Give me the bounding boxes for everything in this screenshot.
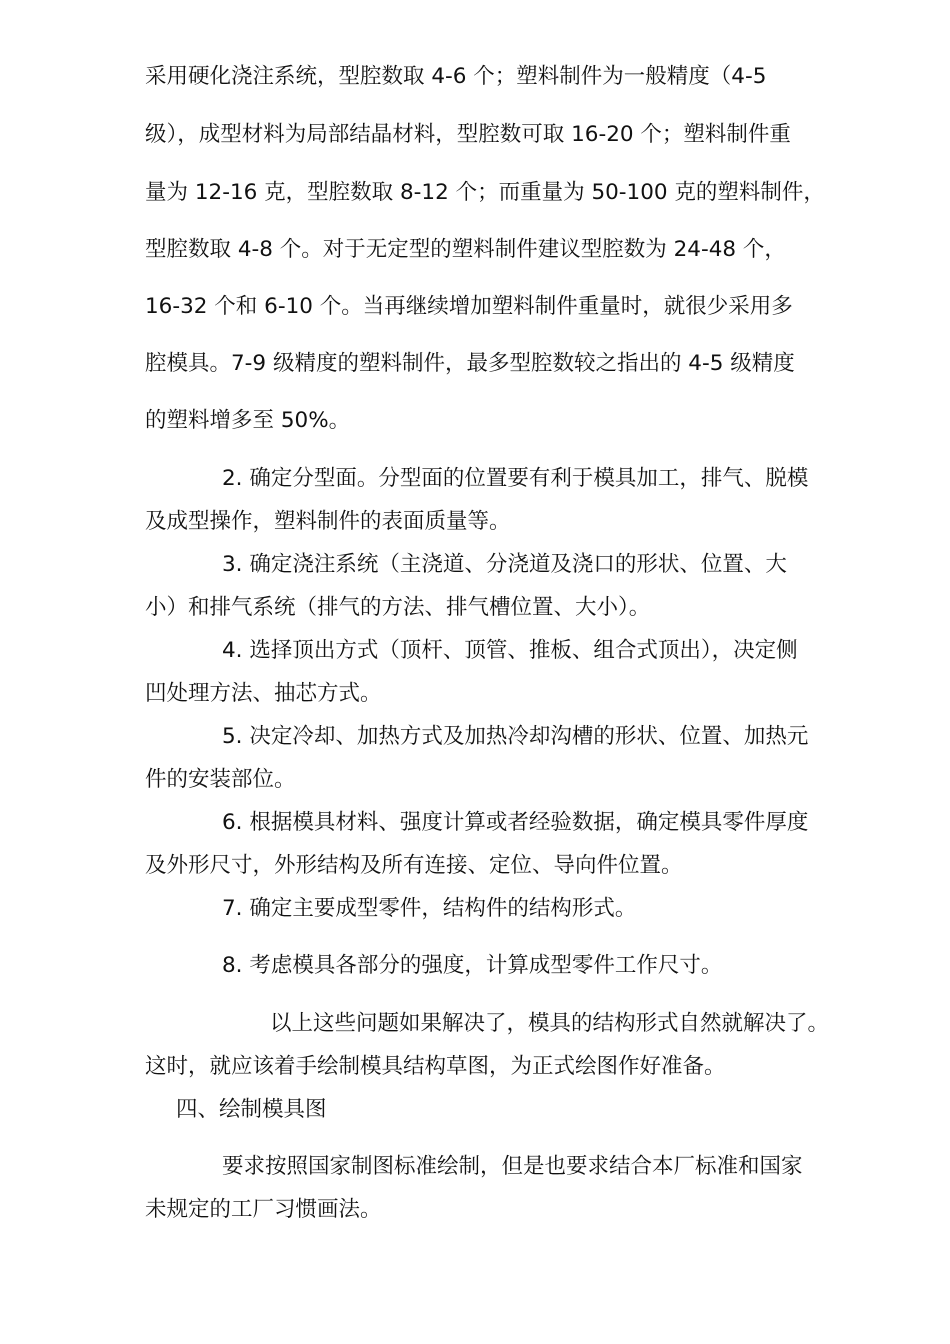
list-item-4-line-1: 4. 选择顶出方式（顶杆、顶管、推板、组合式顶出），决定侧 (222, 638, 798, 663)
requirement-line-1: 要求按照国家制图标准绘制，但是也要求结合本厂标准和国家 (222, 1154, 803, 1179)
text-line-3: 量为 12-16 克，型腔数取 8-12 个；而重量为 50-100 克的塑料制件， (145, 180, 825, 205)
text-line-5: 16-32 个和 6-10 个。当再继续增加塑料制件重量时，就很少采用多 (145, 294, 793, 319)
text-line-6: 腔模具。7-9 级精度的塑料制件，最多型腔数较之指出的 4-5 级精度 (145, 351, 795, 376)
list-item-6-line-2: 及外形尺寸，外形结构及所有连接、定位、导向件位置。 (145, 853, 683, 878)
text-line-1: 采用硬化浇注系统，型腔数取 4-6 个；塑料制件为一般精度（4-5 (145, 64, 767, 89)
list-item-4-line-2: 凹处理方法、抽芯方式。 (145, 681, 382, 706)
list-item-5-line-1: 5. 决定冷却、加热方式及加热冷却沟槽的形状、位置、加热元 (222, 724, 809, 749)
text-line-7: 的塑料增多至 50%。 (145, 408, 351, 433)
list-item-2-line-1: 2. 确定分型面。分型面的位置要有利于模具加工，排气、脱模 (222, 466, 809, 491)
list-item-2-line-2: 及成型操作，塑料制件的表面质量等。 (145, 509, 511, 534)
list-item-3-line-2: 小）和排气系统（排气的方法、排气槽位置、大小）。 (145, 595, 651, 620)
list-item-6-line-1: 6. 根据模具材料、强度计算或者经验数据，确定模具零件厚度 (222, 810, 809, 835)
list-item-8: 8. 考虑模具各部分的强度，计算成型零件工作尺寸。 (222, 953, 723, 978)
list-item-5-line-2: 件的安装部位。 (145, 767, 296, 792)
list-item-7: 7. 确定主要成型零件，结构件的结构形式。 (222, 896, 637, 921)
list-item-3-line-1: 3. 确定浇注系统（主浇道、分浇道及浇口的形状、位置、大 (222, 552, 787, 577)
section-heading: 四、绘制模具图 (176, 1097, 327, 1122)
text-line-2: 级），成型材料为局部结晶材料，型腔数可取 16-20 个；塑料制件重 (145, 122, 791, 147)
text-line-4: 型腔数取 4-8 个。对于无定型的塑料制件建议型腔数为 24-48 个， (145, 237, 786, 262)
summary-line-2: 这时，就应该着手绘制模具结构草图，为正式绘图作好准备。 (145, 1054, 726, 1079)
requirement-line-2: 未规定的工厂习惯画法。 (145, 1197, 382, 1222)
summary-line-1: 以上这些问题如果解决了，模具的结构形式自然就解决了。 (270, 1011, 830, 1036)
